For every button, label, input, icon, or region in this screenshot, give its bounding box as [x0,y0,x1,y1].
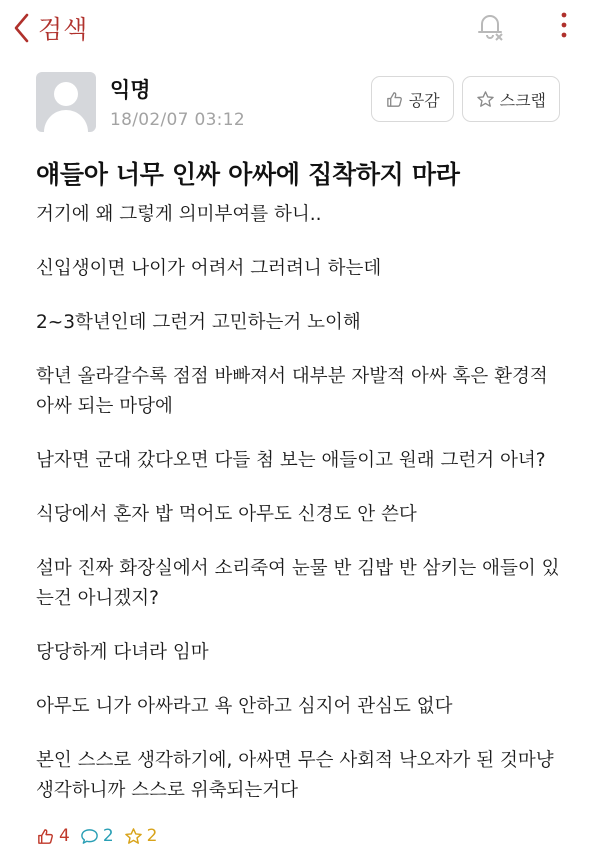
post-stats [36,826,167,846]
paragraph: 당당하게 다녀라 임마 [36,642,209,663]
post-title: 얘들아 너무 인싸 아싸에 집착하지 마라 [36,160,460,189]
comment-count-value: 2 [102,826,114,846]
scrap-button[interactable] [462,76,560,122]
bell-off-icon[interactable] [474,10,506,42]
post-date: 18/02/07 03:12 [110,110,245,130]
paragraph: 남자면 군대 갔다오면 다들 첨 보는 애들이고 원래 그런거 아녀? [36,450,546,471]
paragraph: 거기에 왜 그렇게 의미부여를 하니.. [36,204,322,225]
scrap-count-value: 2 [146,826,158,846]
author-name: 익명 [110,78,151,102]
comment-count [80,826,114,846]
back-label: 검색 [38,15,89,44]
star-icon [124,827,143,846]
like-button[interactable] [371,76,454,122]
paragraph: 학년 올라갈수록 점점 바빠져서 대부분 자발적 아싸 혹은 환경적 아싸 되는 마당에 [36,366,548,417]
comment-icon [80,827,99,846]
paragraph: 식당에서 혼자 밥 먹어도 아무도 신경도 안 쓴다 [36,504,417,525]
top-bar [0,0,600,54]
paragraph: 설마 진짜 화장실에서 소리죽여 눈물 반 김밥 반 삼키는 애들이 있는건 아니겠지? [36,558,560,609]
avatar [36,72,96,132]
chevron-left-icon [12,12,32,44]
paragraph: 아무도 니가 아싸라고 욕 안하고 심지어 관심도 없다 [36,696,453,717]
more-vertical-icon[interactable] [557,10,571,42]
thumbs-up-icon [36,827,55,846]
like-button-label: 공감 [408,90,440,110]
thumbs-up-icon [385,90,404,109]
scrap-count [124,826,158,846]
like-count [36,826,70,846]
author-block [36,72,245,132]
like-count-value: 4 [59,826,70,846]
star-icon [476,90,495,109]
paragraph: 본인 스스로 생각하기에, 아싸면 무슨 사회적 낙오자가 된 것마냥 생각하니까 스스로 위축되는거다 [36,750,554,801]
back-button[interactable] [12,10,88,46]
post-actions [371,76,560,122]
paragraph: 신입생이면 나이가 어려서 그러려니 하는데 [36,258,382,279]
scrap-button-label: 스크랩 [499,90,546,110]
paragraph: 2~3학년인데 그런거 고민하는거 노이해 [36,312,361,333]
post-body [36,200,566,830]
